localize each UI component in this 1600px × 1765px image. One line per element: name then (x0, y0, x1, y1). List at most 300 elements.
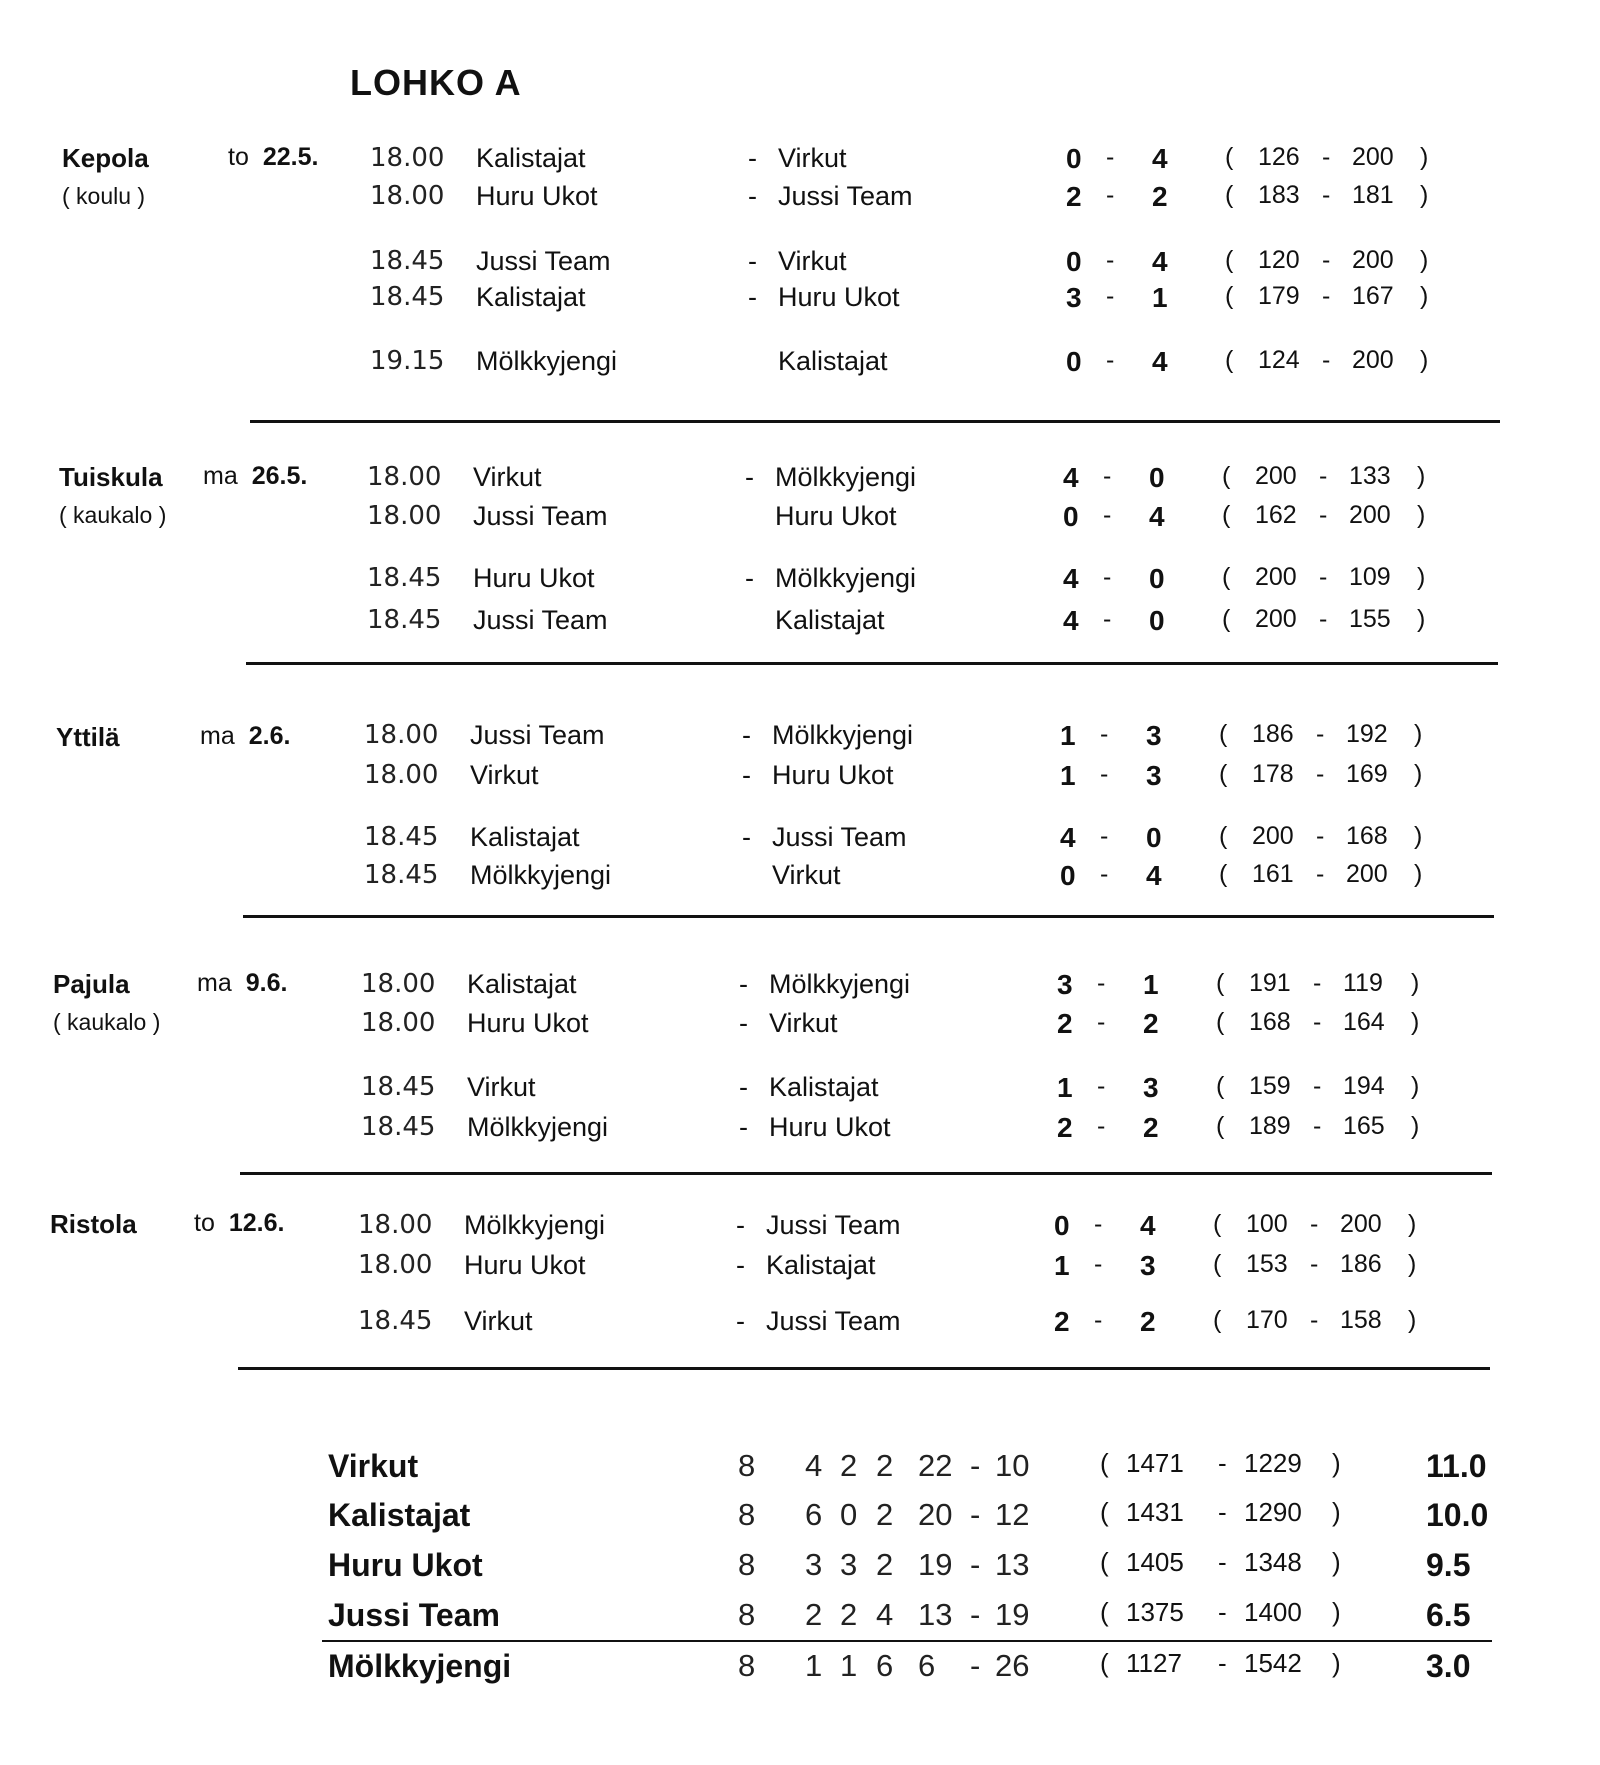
away-score: 4 (1152, 143, 1168, 174)
paren-open: ( (1216, 1008, 1225, 1036)
match-separator: - (748, 246, 757, 276)
paren-close: ) (1417, 563, 1426, 591)
home-team: Kalistajat (476, 282, 586, 312)
match-time: 18.45 (358, 1306, 433, 1336)
paren-close: ) (1411, 1112, 1420, 1140)
total-points: 9.5 (1426, 1547, 1471, 1583)
match-time: 18.45 (367, 605, 442, 635)
points-for: 1375 (1126, 1597, 1184, 1627)
score-dash: - (1100, 760, 1109, 788)
away-points: 200 (1352, 246, 1394, 274)
match-time: 18.00 (370, 181, 445, 211)
points-dash: - (1322, 346, 1331, 374)
paren-close: ) (1411, 969, 1420, 997)
paren-open: ( (1100, 1497, 1109, 1527)
home-points: 186 (1252, 720, 1294, 748)
points-for: 1127 (1126, 1648, 1182, 1678)
home-points: 179 (1258, 282, 1300, 310)
home-score: 3 (1066, 282, 1082, 313)
score-dash: - (1100, 720, 1109, 748)
section-divider (243, 915, 1494, 918)
points-dash: - (1322, 246, 1331, 274)
home-score: 4 (1063, 563, 1079, 594)
games-played: 8 (738, 1597, 756, 1632)
match-separator: - (742, 822, 751, 852)
match-row (0, 605, 1600, 645)
match-row (0, 1250, 1600, 1290)
home-score: 1 (1054, 1250, 1070, 1281)
venue-location: ( kaukalo ) (59, 502, 167, 528)
paren-close: ) (1420, 282, 1429, 310)
match-row (0, 1072, 1600, 1112)
away-points: 200 (1346, 860, 1388, 888)
games-played: 8 (738, 1648, 756, 1683)
paren-close: ) (1332, 1497, 1341, 1527)
standings-row (0, 1547, 1600, 1593)
away-points: 167 (1352, 282, 1394, 310)
games-for: 19 (918, 1547, 953, 1582)
match-time: 18.00 (370, 143, 445, 173)
total-points: 6.5 (1426, 1597, 1471, 1633)
away-score: 2 (1143, 1112, 1159, 1143)
home-points: 170 (1246, 1306, 1288, 1334)
points-dash: - (1322, 143, 1331, 171)
venue-name: Kepola (62, 143, 149, 173)
home-points: 153 (1246, 1250, 1288, 1278)
losses: 2 (876, 1448, 894, 1483)
match-separator: - (736, 1210, 745, 1240)
paren-open: ( (1216, 969, 1225, 997)
paren-close: ) (1411, 1072, 1420, 1100)
section-divider (250, 420, 1500, 423)
team-name: Virkut (328, 1448, 419, 1484)
goal-dash: - (970, 1648, 981, 1683)
match-separator: - (748, 143, 757, 173)
draws: 0 (840, 1497, 858, 1532)
points-against: 1542 (1244, 1648, 1302, 1678)
date: 12.6. (228, 1209, 285, 1237)
match-row (0, 181, 1600, 221)
weekday: ma (200, 722, 235, 750)
away-score: 0 (1149, 563, 1165, 594)
paren-close: ) (1414, 822, 1423, 850)
paren-open: ( (1225, 282, 1234, 310)
away-points: 200 (1349, 501, 1391, 529)
total-points: 3.0 (1426, 1648, 1471, 1684)
points-for: 1471 (1126, 1448, 1184, 1478)
standings-row (0, 1597, 1600, 1643)
paren-open: ( (1222, 462, 1231, 490)
away-team: Jussi Team (766, 1306, 901, 1336)
home-score: 2 (1066, 181, 1082, 212)
away-points: 133 (1349, 462, 1391, 490)
home-team: Jussi Team (470, 720, 605, 750)
points-dash: - (1313, 1008, 1322, 1036)
goal-dash: - (970, 1547, 981, 1582)
home-team: Kalistajat (467, 969, 577, 999)
losses: 6 (876, 1648, 894, 1683)
home-score: 0 (1063, 501, 1079, 532)
paren-open: ( (1100, 1648, 1109, 1678)
paren-open: ( (1219, 822, 1228, 850)
away-score: 4 (1140, 1210, 1156, 1241)
points-dash: - (1218, 1497, 1227, 1527)
games-for: 13 (918, 1597, 953, 1632)
away-team: Mölkkyjengi (772, 720, 914, 750)
wins: 3 (805, 1547, 823, 1582)
away-points: 181 (1352, 181, 1394, 209)
paren-close: ) (1420, 181, 1429, 209)
match-time: 18.00 (367, 462, 442, 492)
paren-open: ( (1222, 563, 1231, 591)
venue-name: Yttilä (56, 722, 120, 752)
match-row (0, 760, 1600, 800)
points-dash: - (1319, 605, 1328, 633)
away-points: 200 (1352, 346, 1394, 374)
away-team: Mölkkyjengi (769, 969, 911, 999)
match-row (0, 1306, 1600, 1346)
games-against: 12 (995, 1497, 1030, 1532)
away-team: Jussi Team (772, 822, 907, 852)
home-score: 0 (1060, 860, 1076, 891)
home-points: 178 (1252, 760, 1294, 788)
games-against: 26 (995, 1648, 1030, 1683)
home-team: Mölkkyjengi (470, 860, 612, 890)
away-score: 3 (1140, 1250, 1156, 1281)
points-dash: - (1316, 720, 1325, 748)
games-played: 8 (738, 1497, 756, 1532)
match-time: 18.00 (367, 501, 442, 531)
wins: 6 (805, 1497, 823, 1532)
match-row (0, 563, 1600, 603)
section-divider (240, 1172, 1492, 1175)
points-dash: - (1310, 1250, 1319, 1278)
away-points: 158 (1340, 1306, 1382, 1334)
paren-close: ) (1417, 605, 1426, 633)
match-time: 18.00 (361, 969, 436, 999)
away-score: 0 (1149, 605, 1165, 636)
draws: 2 (840, 1448, 858, 1483)
home-score: 4 (1063, 462, 1079, 493)
points-dash: - (1313, 969, 1322, 997)
score-dash: - (1106, 346, 1115, 374)
games-against: 10 (995, 1448, 1030, 1483)
home-team: Mölkkyjengi (476, 346, 618, 376)
paren-open: ( (1225, 346, 1234, 374)
points-dash: - (1319, 563, 1328, 591)
paren-close: ) (1408, 1250, 1417, 1278)
section-divider (238, 1367, 1490, 1370)
paren-open: ( (1222, 605, 1231, 633)
home-score: 2 (1057, 1008, 1073, 1039)
total-points: 10.0 (1426, 1497, 1489, 1533)
home-team: Huru Ukot (467, 1008, 589, 1038)
away-points: 109 (1349, 563, 1391, 591)
games-against: 13 (995, 1547, 1030, 1582)
paren-close: ) (1420, 143, 1429, 171)
points-dash: - (1218, 1648, 1227, 1678)
team-name: Jussi Team (328, 1597, 500, 1633)
home-points: 183 (1258, 181, 1300, 209)
standings-row (0, 1448, 1600, 1494)
away-score: 1 (1143, 969, 1159, 1000)
points-dash: - (1322, 181, 1331, 209)
score-dash: - (1097, 1112, 1106, 1140)
away-points: 168 (1346, 822, 1388, 850)
paren-open: ( (1219, 760, 1228, 788)
away-points: 200 (1352, 143, 1394, 171)
home-team: Huru Ukot (464, 1250, 586, 1280)
score-dash: - (1106, 181, 1115, 209)
home-team: Mölkkyjengi (464, 1210, 606, 1240)
home-team: Kalistajat (476, 143, 586, 173)
home-score: 0 (1066, 246, 1082, 277)
match-time: 18.45 (370, 246, 445, 276)
home-score: 1 (1060, 720, 1076, 751)
away-team: Kalistajat (775, 605, 885, 635)
home-score: 4 (1060, 822, 1076, 853)
home-points: 200 (1255, 462, 1297, 490)
away-score: 3 (1143, 1072, 1159, 1103)
score-dash: - (1106, 282, 1115, 310)
games-against: 19 (995, 1597, 1030, 1632)
team-name: Huru Ukot (328, 1547, 483, 1583)
home-score: 0 (1066, 346, 1082, 377)
match-row (0, 1112, 1600, 1152)
home-team: Jussi Team (473, 605, 608, 635)
home-score: 0 (1066, 143, 1082, 174)
match-time: 19.15 (370, 346, 445, 376)
away-team: Virkut (769, 1008, 838, 1038)
paren-close: ) (1417, 501, 1426, 529)
date: 9.6. (245, 969, 288, 997)
paren-open: ( (1213, 1250, 1222, 1278)
losses: 2 (876, 1547, 894, 1582)
home-points: 168 (1249, 1008, 1291, 1036)
score-dash: - (1103, 462, 1112, 490)
paren-close: ) (1408, 1306, 1417, 1334)
home-team: Virkut (464, 1306, 533, 1336)
paren-open: ( (1213, 1306, 1222, 1334)
away-score: 3 (1146, 720, 1162, 751)
paren-close: ) (1420, 246, 1429, 274)
away-score: 2 (1140, 1306, 1156, 1337)
points-against: 1290 (1244, 1497, 1302, 1527)
points-dash: - (1316, 822, 1325, 850)
points-dash: - (1319, 462, 1328, 490)
score-dash: - (1094, 1210, 1103, 1238)
games-for: 6 (918, 1648, 936, 1683)
paren-close: ) (1414, 860, 1423, 888)
paren-open: ( (1216, 1112, 1225, 1140)
home-points: 100 (1246, 1210, 1288, 1238)
venue-name: Ristola (50, 1209, 137, 1239)
paren-open: ( (1213, 1210, 1222, 1238)
home-team: Virkut (473, 462, 542, 492)
away-score: 4 (1146, 860, 1162, 891)
match-time: 18.45 (370, 282, 445, 312)
score-dash: - (1094, 1250, 1103, 1278)
home-team: Huru Ukot (473, 563, 595, 593)
score-dash: - (1106, 143, 1115, 171)
standings-row (0, 1497, 1600, 1543)
home-score: 4 (1063, 605, 1079, 636)
away-score: 3 (1146, 760, 1162, 791)
paren-close: ) (1414, 720, 1423, 748)
paren-close: ) (1332, 1448, 1341, 1478)
match-separator: - (736, 1306, 745, 1336)
points-dash: - (1218, 1547, 1227, 1577)
losses: 4 (876, 1597, 894, 1632)
away-team: Virkut (778, 143, 847, 173)
match-separator: - (739, 1008, 748, 1038)
paren-open: ( (1225, 246, 1234, 274)
away-score: 4 (1152, 346, 1168, 377)
away-score: 0 (1146, 822, 1162, 853)
weekday: to (228, 143, 249, 171)
score-dash: - (1103, 563, 1112, 591)
home-score: 3 (1057, 969, 1073, 1000)
draws: 3 (840, 1547, 858, 1582)
match-time: 18.00 (364, 720, 439, 750)
paren-open: ( (1225, 143, 1234, 171)
wins: 2 (805, 1597, 823, 1632)
points-dash: - (1313, 1112, 1322, 1140)
away-team: Huru Ukot (775, 501, 897, 531)
match-row (0, 1210, 1600, 1250)
games-for: 20 (918, 1497, 953, 1532)
away-team: Mölkkyjengi (775, 462, 917, 492)
match-row (0, 822, 1600, 862)
paren-open: ( (1222, 501, 1231, 529)
weekday: ma (197, 969, 232, 997)
home-points: 200 (1255, 563, 1297, 591)
draws: 1 (840, 1648, 858, 1683)
match-time: 18.00 (358, 1250, 433, 1280)
venue-location: ( kaukalo ) (53, 1009, 161, 1035)
match-time: 18.45 (364, 822, 439, 852)
paren-close: ) (1332, 1547, 1341, 1577)
match-time: 18.45 (367, 563, 442, 593)
section-divider (246, 662, 1498, 665)
points-against: 1229 (1244, 1448, 1302, 1478)
wins: 4 (805, 1448, 823, 1483)
points-against: 1348 (1244, 1547, 1302, 1577)
home-team: Huru Ukot (476, 181, 598, 211)
date: 22.5. (262, 143, 319, 171)
match-separator: - (739, 969, 748, 999)
match-separator: - (748, 181, 757, 211)
match-row (0, 860, 1600, 900)
away-team: Kalistajat (778, 346, 888, 376)
home-score: 2 (1057, 1112, 1073, 1143)
score-dash: - (1097, 1008, 1106, 1036)
goal-dash: - (970, 1448, 981, 1483)
home-team: Virkut (470, 760, 539, 790)
weekday: to (194, 1209, 215, 1237)
home-team: Mölkkyjengi (467, 1112, 609, 1142)
points-dash: - (1218, 1597, 1227, 1627)
match-time: 18.00 (361, 1008, 436, 1038)
points-dash: - (1319, 501, 1328, 529)
score-dash: - (1100, 822, 1109, 850)
score-dash: - (1097, 1072, 1106, 1100)
date: 26.5. (251, 462, 308, 490)
weekday: ma (203, 462, 238, 490)
away-points: 165 (1343, 1112, 1385, 1140)
home-points: 200 (1252, 822, 1294, 850)
paren-open: ( (1219, 860, 1228, 888)
home-points: 191 (1249, 969, 1291, 997)
paren-close: ) (1411, 1008, 1420, 1036)
home-team: Kalistajat (470, 822, 580, 852)
away-team: Huru Ukot (769, 1112, 891, 1142)
away-score: 1 (1152, 282, 1168, 313)
home-points: 124 (1258, 346, 1300, 374)
points-dash: - (1316, 760, 1325, 788)
draws: 2 (840, 1597, 858, 1632)
match-separator: - (739, 1072, 748, 1102)
games-played: 8 (738, 1547, 756, 1582)
away-score: 2 (1143, 1008, 1159, 1039)
match-time: 18.45 (361, 1072, 436, 1102)
score-dash: - (1100, 860, 1109, 888)
match-separator: - (742, 720, 751, 750)
away-score: 0 (1149, 462, 1165, 493)
away-team: Kalistajat (769, 1072, 879, 1102)
paren-open: ( (1219, 720, 1228, 748)
home-score: 0 (1054, 1210, 1070, 1241)
home-score: 1 (1060, 760, 1076, 791)
away-team: Virkut (772, 860, 841, 890)
points-dash: - (1310, 1210, 1319, 1238)
away-points: 169 (1346, 760, 1388, 788)
home-team: Jussi Team (473, 501, 608, 531)
away-points: 194 (1343, 1072, 1385, 1100)
paren-open: ( (1225, 181, 1234, 209)
home-team: Virkut (467, 1072, 536, 1102)
score-dash: - (1094, 1306, 1103, 1334)
points-for: 1405 (1126, 1547, 1184, 1577)
home-score: 2 (1054, 1306, 1070, 1337)
goal-dash: - (970, 1597, 981, 1632)
home-score: 1 (1057, 1072, 1073, 1103)
points-for: 1431 (1126, 1497, 1184, 1527)
games-for: 22 (918, 1448, 953, 1483)
page-title: LOHKO A (350, 62, 522, 103)
paren-open: ( (1100, 1547, 1109, 1577)
points-dash: - (1218, 1448, 1227, 1478)
score-dash: - (1103, 501, 1112, 529)
match-row (0, 246, 1600, 286)
home-points: 159 (1249, 1072, 1291, 1100)
playoff-cut-line (322, 1640, 1492, 1642)
match-row (0, 462, 1600, 502)
match-separator: - (739, 1112, 748, 1142)
home-points: 162 (1255, 501, 1297, 529)
losses: 2 (876, 1497, 894, 1532)
away-team: Jussi Team (778, 181, 913, 211)
venue-location: ( koulu ) (62, 183, 146, 209)
match-time: 18.00 (358, 1210, 433, 1240)
away-score: 2 (1152, 181, 1168, 212)
venue-name: Tuiskula (59, 462, 163, 492)
points-dash: - (1313, 1072, 1322, 1100)
home-points: 200 (1255, 605, 1297, 633)
match-row (0, 143, 1600, 183)
home-points: 161 (1252, 860, 1294, 888)
away-points: 164 (1343, 1008, 1385, 1036)
